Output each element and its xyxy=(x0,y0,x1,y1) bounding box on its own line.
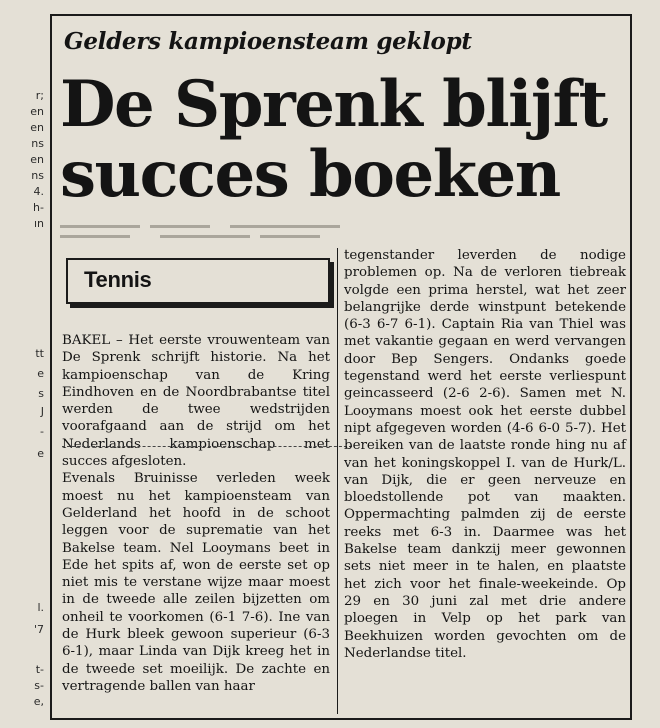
article-left-column xyxy=(62,332,330,712)
dashed-fold-line xyxy=(62,446,352,447)
gutter-fragment: 4. xyxy=(33,185,44,198)
gutter-fragment: tt xyxy=(35,347,44,360)
gutter-fragment: '7 xyxy=(33,623,44,636)
headline-line: De Sprenk blijft xyxy=(60,67,607,142)
bleed-through-texture xyxy=(60,222,620,244)
gutter-fragment: en xyxy=(30,105,44,118)
body-paragraph: Evenals Bruinisse verleden week moest nu het kampioensteam van Gelderland het hoofd in de schoot leggen voor de suprematie van het Bakelse team. Nel Looymans beet in Ede het spits af, won de eerste set op niet mis te verstane wijze maar moest in de tweede alle zeilen bijzetten om onheil te voorkomen (6-1 7-6). Ine van de Hurk bleek gewoon superieur (6-3 6-1), maar Linda van Dijk kreeg het in de tweede set moeilijk. De zachte en vertragende ballen van haar xyxy=(62,471,330,694)
gutter-fragment: t- xyxy=(35,663,44,676)
gutter-fragment: en xyxy=(30,153,44,166)
adjacent-column-fragments xyxy=(0,0,50,728)
section-label: Tennis xyxy=(84,267,152,292)
lead-paragraph: BAKEL – Het eerste vrouwenteam van De Sprenk schrijft historie. Na het kampioenschap van de Kring Eindhoven en de Noordbrabantse titel werden de twee wedstrijden voorafgaand aan de strijd om het Nederlands kampioenschap met succes afgesloten. xyxy=(62,333,330,470)
gutter-fragment: ns xyxy=(31,169,44,182)
article-right-column xyxy=(344,247,626,717)
body-paragraph: tegenstander leverden de nodige problemen op. Na de verloren tiebreak volgde een prima herstel, wat het zeer belangrijke derde winstpunt betekende (6-3 6-7 6-1). Captain Ria van Thiel was met vakantie gegaan en werd vervangen door Bep Sengers. Ondanks goede tegenstand werd het eerste verliespunt geincasseerd (2-6 2-6). Samen met N. Looymans moest ook het eerste dubbel nipt afgegeven worden (4-6 6-0 5-7). Het bereiken van de laatste ronde hing nu af van het koningskoppel I. van de Hurk/L. van Dijk, die er geen nerveuze en bloedstollende pot van maakten. Oppermachting palmden zij de eerste reeks met 6-3 in. Daarmee was het Bakelse team dankzij meer gewonnen sets niet meer in te halen, en plaatste het zich voor het finale-weekeinde. Op 29 en 30 juni zal met drie andere ploegen in Velp op het park van Beekhuizen worden gevochten om de Nederlandse titel. xyxy=(344,248,626,661)
headline-line: succes boeken xyxy=(60,137,560,212)
gutter-fragment: e xyxy=(37,367,44,380)
kicker-headline: Gelders kampioensteam geklopt xyxy=(64,28,472,55)
section-badge xyxy=(66,258,330,304)
gutter-fragment: ın xyxy=(33,217,44,230)
left-border-rule xyxy=(50,14,52,720)
gutter-fragment: e, xyxy=(33,695,44,708)
gutter-fragment: e xyxy=(37,447,44,460)
gutter-fragment: - xyxy=(40,425,44,438)
right-border-rule xyxy=(630,14,632,720)
bottom-border-rule xyxy=(50,718,632,720)
gutter-fragment: ns xyxy=(31,137,44,150)
gutter-fragment: s xyxy=(38,387,44,400)
gutter-fragment: l. xyxy=(37,601,44,614)
gutter-fragment: en xyxy=(30,121,44,134)
main-headline xyxy=(60,67,630,212)
column-divider xyxy=(337,248,338,714)
gutter-fragment: h- xyxy=(33,201,44,214)
gutter-fragment: s- xyxy=(34,679,44,692)
gutter-fragment: r; xyxy=(35,89,44,102)
gutter-fragment: J xyxy=(40,405,44,418)
bleed-through-lines xyxy=(60,222,620,244)
top-border-rule xyxy=(50,14,632,16)
